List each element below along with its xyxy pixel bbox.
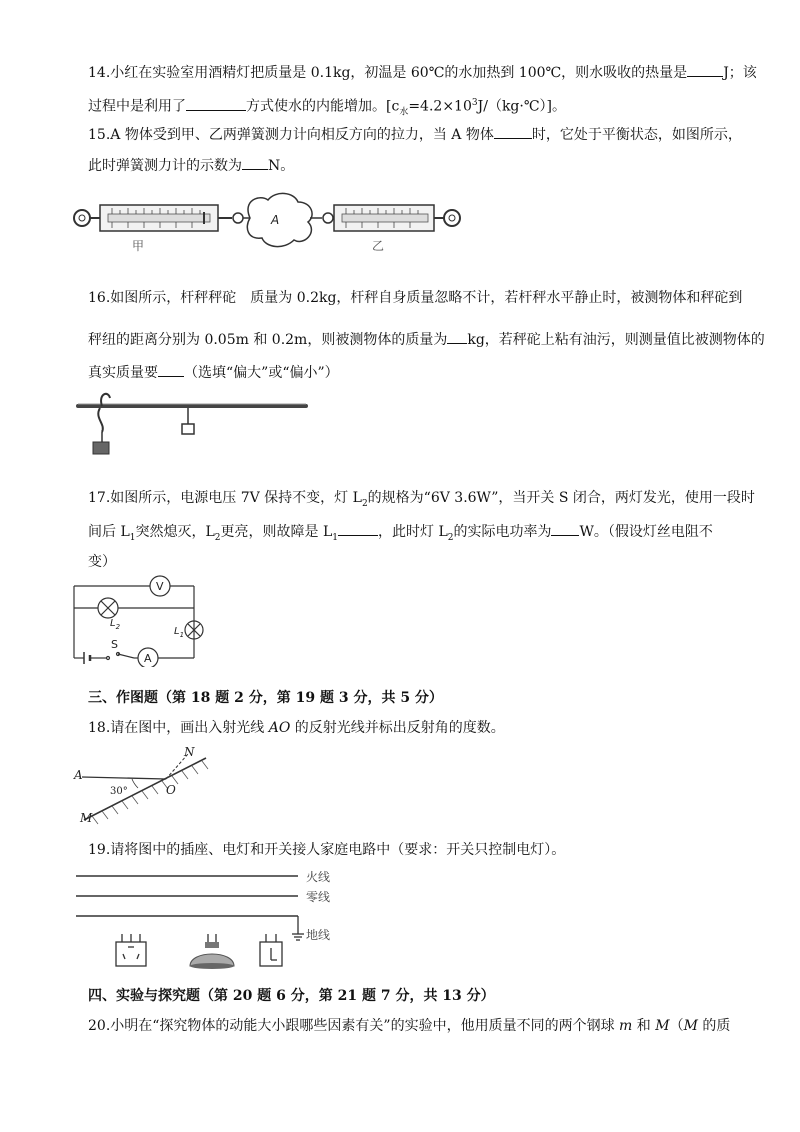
- ground-wire-label: 地线: [306, 928, 331, 942]
- q20-line1: 20.小明在“探究物体的动能大小跟哪些因素有关”的实验中，他用质量不同的两个钢球 m 和 M（M 的质: [88, 1018, 731, 1034]
- q19-line1: 19.请将图中的插座、电灯和开关接人家庭电路中（要求：开关只控制电灯）。: [88, 842, 566, 858]
- q15-line2: 此时弹簧测力计的示数为 N。: [88, 155, 294, 176]
- q17-line3: 变）: [88, 554, 116, 570]
- answer-blank[interactable]: [687, 62, 723, 77]
- answer-blank[interactable]: [338, 521, 378, 536]
- point-m-label: M: [80, 811, 93, 825]
- steelyard-figure: [72, 390, 312, 460]
- answer-blank[interactable]: [494, 124, 532, 139]
- section-4-heading: 四、实验与探究题（第 20 题 6 分，第 21 题 7 分，共 13 分）: [88, 988, 495, 1004]
- q15-line1: 15.A 物体受到甲、乙两弹簧测力计向相反方向的拉力，当 A 物体 时，它处于平衡状态，如图所示，: [88, 124, 742, 145]
- neutral-wire-label: 零线: [306, 890, 331, 904]
- svg-text:L1: $L_1$: [174, 626, 185, 639]
- q16-line2: 秤纽的距离分别为 0.05m 和 0.2m，则被测物体的质量为 kg，若秤砣上粘有油污，则测量值比被测物体的: [88, 329, 765, 350]
- ammeter-label: A: [144, 652, 152, 665]
- spring-scale-figure: [72, 188, 462, 258]
- lamp-l2-label: L: [110, 618, 116, 629]
- scale-yi-label: 乙: [372, 239, 385, 253]
- q14-line1: 14.小红在实验室用酒精灯把质量是 0.1kg，初温是 60℃的水加热到 100℃，则水吸收的热量是 J；该: [88, 62, 757, 83]
- live-wire-label: 火线: [306, 870, 331, 884]
- answer-blank[interactable]: [242, 155, 268, 170]
- normal-n-label: N: [184, 746, 195, 759]
- q17-line2: 间后 $L_1$突然熄灭，$L_2$更亮，则故障是 $L_1$ ，此时灯 $L_2$的实际电功率为 W。（假设灯丝电阻不: [88, 521, 713, 548]
- switch-icon: [260, 934, 282, 966]
- q16-line3: 真实质量要 （选填“偏大”或“偏小”）: [88, 362, 339, 383]
- switch-label: S: [111, 638, 118, 651]
- q17-line1: 17.如图所示，电源电压 7V 保持不变，灯 $L_2$的规格为“6V 3.6W”，当开关 S 闭合，两灯发光，使用一段时: [88, 490, 755, 509]
- object-a-label: A: [271, 213, 280, 227]
- voltmeter-label: V: [156, 580, 164, 593]
- answer-blank[interactable]: [158, 362, 184, 377]
- household-circuit-figure: [72, 866, 372, 976]
- answer-blank[interactable]: [447, 329, 467, 344]
- answer-blank[interactable]: [186, 96, 246, 111]
- scale-jia-label: 甲: [132, 239, 145, 253]
- lamp-icon: [190, 934, 234, 969]
- svg-text:L2: $L_2$: [110, 618, 121, 631]
- point-a-label: A: [74, 768, 83, 782]
- q16-line1: 16.如图所示，杆秤秤砣 质量为 0.2kg，杆秤自身质量忽略不计，若杆秤水平静止时，被测物体和秤砣到: [88, 290, 743, 306]
- lamp-l1-label: L: [174, 626, 180, 637]
- section-3-heading: 三、作图题（第 18 题 2 分，第 19 题 3 分，共 5 分）: [88, 690, 443, 706]
- point-o-label: O: [166, 783, 176, 797]
- socket-icon: [116, 934, 146, 966]
- q14-line2: 过程中是利用了 方式使水的内能增加。$[c_水=4.2\times 10^3J/(kg\cdot℃)]$。: [88, 93, 566, 122]
- answer-blank[interactable]: [551, 521, 579, 536]
- angle-label: 30°: [110, 786, 128, 797]
- q18-line1: 18.请在图中，画出入射光线 AO 的反射光线并标出反射角的度数。: [88, 720, 505, 736]
- reflection-figure: [72, 746, 222, 826]
- circuit-figure: [70, 572, 210, 667]
